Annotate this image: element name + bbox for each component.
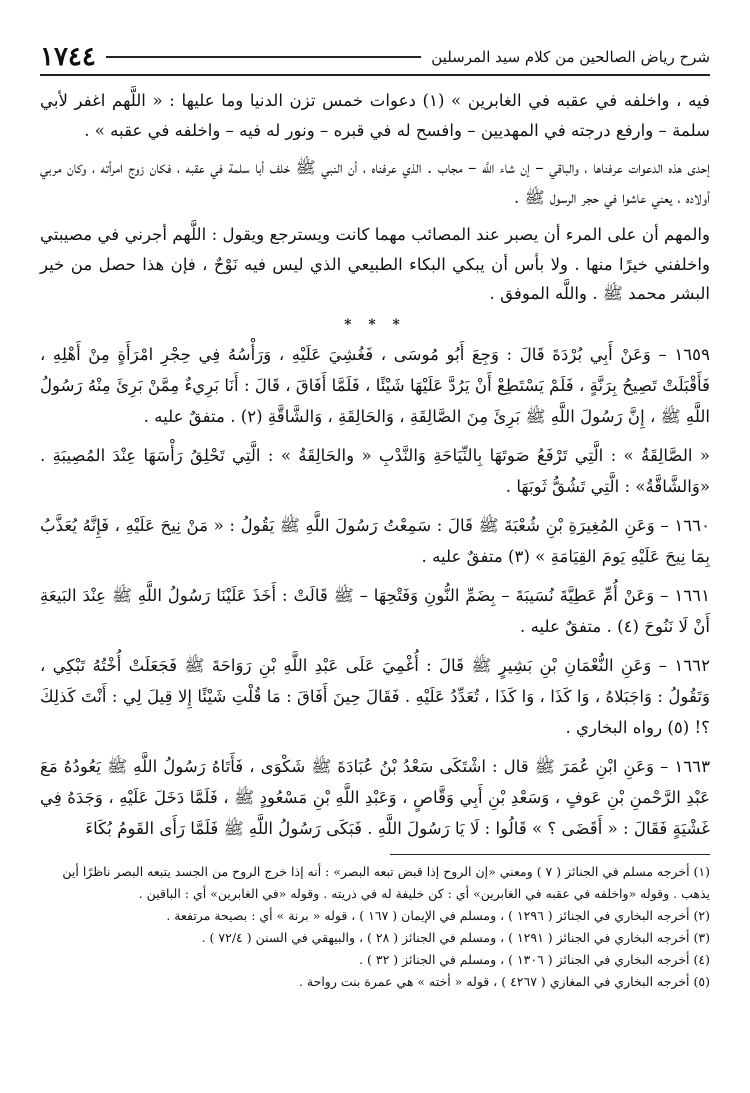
commentary-paragraph-3: والمهم أن على المرء أن يصبر عند المصائب مهما كانت ويسترجع ويقول : اللَّهم أجرني في مصيبتي واخلفني خيرًا منها . ولا بأس أن يبكي البكاء الطبيعي الذي ليس فيه نَوْحٌ ، فإن هذا حصل من خير البشر محمد ﷺ . واللَّه الموفق . bbox=[40, 225, 710, 303]
hadith-1660: ١٦٦٠ – وَعَنِ المُغِيرَةِ بْنِ شُعْبَةَ ﷺ قَالَ : سَمِعْتُ رَسُولَ اللَّهِ ﷺ يَقُولُ : « مَنْ نِيحَ عَلَيْهِ ، فَإِنَّهُ يُعَذَّبُ بِمَا نِيحَ عَلَيْهِ يَومَ القِيَامَةِ » (٣) متفقٌ عليه . bbox=[40, 515, 710, 566]
commentary-paragraph-2: إحدى هذه الدعوات عرفناها ، والباقي – إن شاء اللَّه – مجاب . الذي عرفناه ، أن النبي ﷺ خلف أبا سلمة في عقبه ، فكان زوج امرأته ، وكان مربي أولاده ، يعني عاشوا في حجر الرسول ﷺ . bbox=[40, 158, 710, 207]
footnote-rule bbox=[390, 854, 710, 855]
page-number: ١٧٤٤ bbox=[40, 42, 96, 72]
hadith-list bbox=[40, 339, 710, 844]
hadith-1661: ١٦٦١ – وَعَنْ أُمِّ عَطِيَّةَ نُسَيبَةَ – بِضَمِّ النُّونِ وَفَتْحِهَا – ﷺ قَالَتْ : أَخَذَ عَلَيْنَا رَسُولُ اللَّهِ ﷺ عِنْدَ البَيعَةِ أَنْ لَا نَنُوحَ (٤) . متفقٌ عليه . bbox=[40, 585, 710, 636]
page-header bbox=[40, 40, 710, 76]
hadith-1662: ١٦٦٢ – وَعَنِ النُّعْمَانِ بْنِ بَشِيرٍ ﷺ قَالَ : أُغْمِيَ عَلَى عَبْدِ اللَّهِ بْنِ رَوَاحَةَ ﷺ فَجَعَلَتْ أُخْتُهُ تَبْكِي ، وَتَقُولُ : وَاجَبَلاهُ ، وَا كَذَا ، وَا كَذَا ، تُعَدِّدُ عَلَيْهِ . فَقَالَ حِينَ أَفَاقَ : مَا قُلْتِ شَيْئًا إِلا قِيلَ لِي : أَنْتَ كَذلِكَ ؟! (٥) رواه البخاري . bbox=[40, 655, 710, 737]
commentary bbox=[40, 86, 710, 309]
hadith-1663: ١٦٦٣ – وَعَنِ ابْنِ عُمَرَ ﷺ قال : اشْتَكَى سَعْدُ بْنُ عُبَادَةَ ﷺ شَكْوَى ، فَأَتَاهُ رَسُولُ اللَّهِ ﷺ يَعُودُهُ مَعَ عَبْدِ الرَّحْمنِ بْنِ عَوفٍ ، وَسَعْدِ بْنِ أَبِي وَقَّاصٍ ، وَعَبْدِ اللَّهِ بْنِ مَسْعُودٍ ﷺ ، فَلَمَّا دَخَلَ عَلَيْهِ ، وَجَدَهُ فِي غَشْيَةٍ فَقَالَ : « أَقَضَى ؟ » قَالُوا : لَا يَا رَسُولَ اللَّهِ . فَبَكَى رَسُولُ اللَّهِ ﷺ فَلَمَّا رَأَى القَومُ بُكَاءَ bbox=[40, 756, 710, 838]
footnote-3: (٣) أخرجه البخاري في الجنائز ( ١٢٩١ ) ، ومسلم في الجنائز ( ٢٨ ) ، والبيهقي في السنن ( ٧٢/٤ ) . bbox=[201, 929, 710, 945]
footnote-5: (٥) أخرجه البخاري في المغازي ( ٤٢٦٧ ) ، قوله « أخته » هي عمرة بنت رواحة . bbox=[298, 973, 710, 989]
commentary-paragraph-1: فيه ، واخلفه في عقبه في الغابرين » (١) دعوات خمس تزن الدنيا وما عليها : « اللَّهم اغفر لأبي سلمة – وارفع درجته في المهديين – وافسح له في قبره – ونور له فيه – واخلفه في عقبه » . bbox=[40, 91, 710, 140]
header-rule bbox=[106, 56, 421, 58]
footnotes bbox=[40, 861, 710, 993]
footnote-1: (١) أخرجه مسلم في الجنائز ( ٧ ) ومعني «إن الروح إذا قبض تبعه البصر» : أنه إذا خرج الروح من الجسد يتبعه البصر ناظرًا أين يذهب . وقوله «واخلفه في عقبه في الغابرين» أي : كن خليفة له في ذريته . وقوله «في الغابرين» أي : الباقين . bbox=[62, 863, 710, 901]
hadith-1659-glossary: « الصَّالِقَةُ » : الَّتِي تَرْفَعُ صَوتَهَا بِالنِّيَاحَةِ وَالنَّدْبِ « والحَالِقَةُ » : الَّتِي تَحْلِقُ رَأْسَهَا عِنْدَ المُصِيبَةِ . «وَالشَّاقَّةُ» : الَّتِي تَشُقُّ ثَوبَهَا . bbox=[40, 445, 710, 496]
running-title: شرح رياض الصالحين من كلام سيد المرسلين bbox=[431, 48, 710, 66]
footnote-2: (٢) أخرجه البخاري في الجنائز ( ١٢٩٦ ) ، ومسلم في الإيمان ( ١٦٧ ) ، قوله « برنة » أي : بصيحة مرتفعة . bbox=[166, 907, 710, 923]
section-separator: * * * bbox=[344, 316, 406, 333]
footnote-4: (٤) أخرجه البخاري في الجنائز ( ١٣٠٦ ) ، ومسلم في الجنائز ( ٣٢ ) . bbox=[359, 951, 710, 967]
hadith-1659: ١٦٥٩ – وَعَنْ أَبِي بُرْدَةَ قَالَ : وَجِعَ أَبُو مُوسَى ، فَغُشِيَ عَلَيْهِ ، وَرَأْسُهُ فِي حِجْرِ امْرَأَةٍ مِنْ أَهْلِهِ ، فَأَقْبَلَتْ تَصِيحُ بِرَنَّةٍ ، فَلَمْ يَسْتَطِعْ أَنْ يَرُدَّ عَلَيْهَا شَيْئًا ، فَلَمَّا أَفَاقَ ، قَالَ : أَنَا بَرِيءٌ مِمَّنْ بَرِئَ مِنْهُ رَسُولُ اللَّهِ ﷺ ، إِنَّ رَسُولَ اللَّهِ ﷺ بَرِئَ مِنَ الصَّالِقَةِ ، وَالحَالِقَةِ ، وَالشَّاقَّةِ (٢) . متفقٌ عليه . bbox=[40, 344, 710, 426]
